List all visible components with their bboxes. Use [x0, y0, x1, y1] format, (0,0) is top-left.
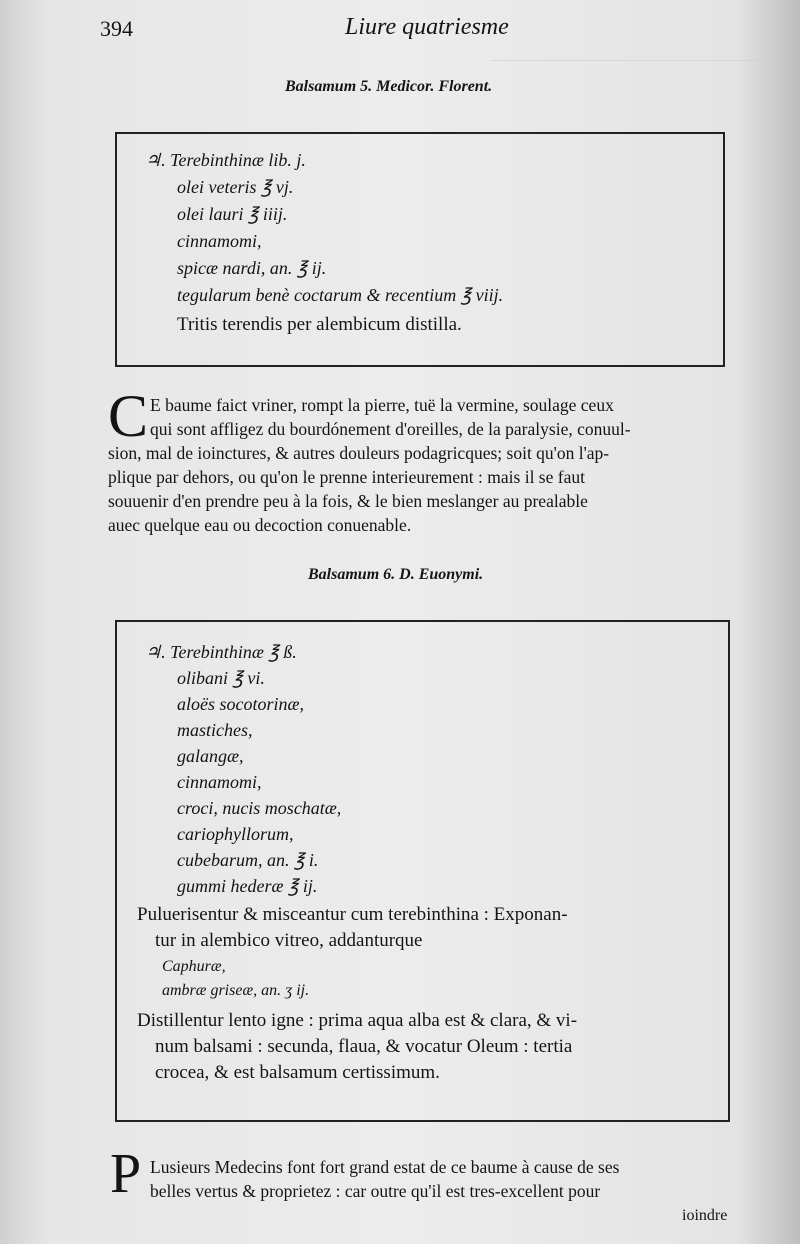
paragraph1-line: sion, mal de ioinctures, & autres douleurs podagricques; soit qu'on l'ap- — [108, 443, 610, 463]
recipe1-line: spicæ nardi, an. ℥ ij. — [177, 258, 327, 278]
recipe1-line: ♃. Terebinthinæ lib. j. — [145, 150, 306, 170]
recipe2-box — [115, 620, 730, 1122]
running-title: Liure quatriesme — [345, 14, 509, 40]
paragraph1-line: plique par dehors, ou qu'on le prenne interieurement : mais il se faut — [108, 467, 585, 487]
recipe1-line: tegularum benè coctarum & recentium ℥ viij. — [177, 285, 504, 305]
recipe1-line: olei lauri ℥ iiij. — [177, 204, 288, 224]
paragraph1-line: souuenir d'en prendre peu à la fois, & le bien meslanger au prealable — [108, 491, 588, 511]
recipe2-line: galangæ, — [177, 746, 244, 766]
recipe2-instruction1: Puluerisentur & misceantur cum terebinthina : Exponan- — [137, 904, 568, 925]
recipe2-line: gummi hederæ ℥ ij. — [177, 876, 318, 896]
recipe2-instruction2: num balsami : secunda, flaua, & vocatur Oleum : tertia — [155, 1036, 573, 1057]
recipe2-title: Balsamum 6. D. Euonymi. — [308, 566, 484, 583]
recipe2-line: cariophyllorum, — [177, 824, 294, 844]
recipe2-line: cinnamomi, — [177, 772, 262, 792]
recipe2-extra-line: Caphuræ, — [162, 958, 226, 975]
recipe1-title: Balsamum 5. Medicor. Florent. — [285, 78, 493, 95]
paragraph2-line: belles vertus & proprietez : car outre qu'il est tres-excellent pour — [150, 1181, 601, 1201]
recipe2-line: croci, nucis moschatæ, — [177, 798, 342, 818]
recipe1-box — [115, 132, 725, 367]
recipe1-line: cinnamomi, — [177, 231, 262, 251]
recipe2-instruction1: tur in alembico vitreo, addanturque — [155, 930, 423, 951]
page-header — [0, 6, 800, 46]
page-number: 394 — [100, 16, 133, 41]
recipe2-line: ♃. Terebinthinæ ℥ ß. — [145, 642, 297, 662]
recipe2-instruction2: Distillentur lento igne : prima aqua alba est & clara, & vi- — [137, 1010, 578, 1031]
recipe2-extra-line: ambræ griseæ, an. ʒ ij. — [162, 982, 310, 999]
paragraph1-line: qui sont affligez du bourdónement d'oreilles, de la paralysie, conuul- — [150, 419, 631, 439]
recipe1-instruction: Tritis terendis per alembicum distilla. — [177, 314, 462, 335]
recipe1-line: olei veteris ℥ vj. — [177, 177, 294, 197]
recipe2-line: olibani ℥ vi. — [177, 668, 265, 688]
drop-cap: C — [108, 383, 149, 449]
recipe2-line: aloës socotorinæ, — [177, 694, 305, 714]
paragraph2-line: Lusieurs Medecins font fort grand estat de ce baume à cause de ses — [150, 1157, 620, 1177]
recipe2-instruction2: crocea, & est balsamum certissimum. — [155, 1062, 440, 1083]
recipe2-line: cubebarum, an. ℥ i. — [177, 850, 319, 870]
catchword: ioindre — [682, 1207, 728, 1224]
drop-cap: P — [110, 1143, 142, 1205]
show-through-decoration — [490, 60, 780, 121]
paragraph1-line: auec quelque eau ou decoction conuenable. — [108, 515, 412, 535]
recipe2-line: mastiches, — [177, 720, 253, 740]
paragraph1-line: E baume faict vriner, rompt la pierre, tuë la vermine, soulage ceux — [150, 395, 614, 415]
